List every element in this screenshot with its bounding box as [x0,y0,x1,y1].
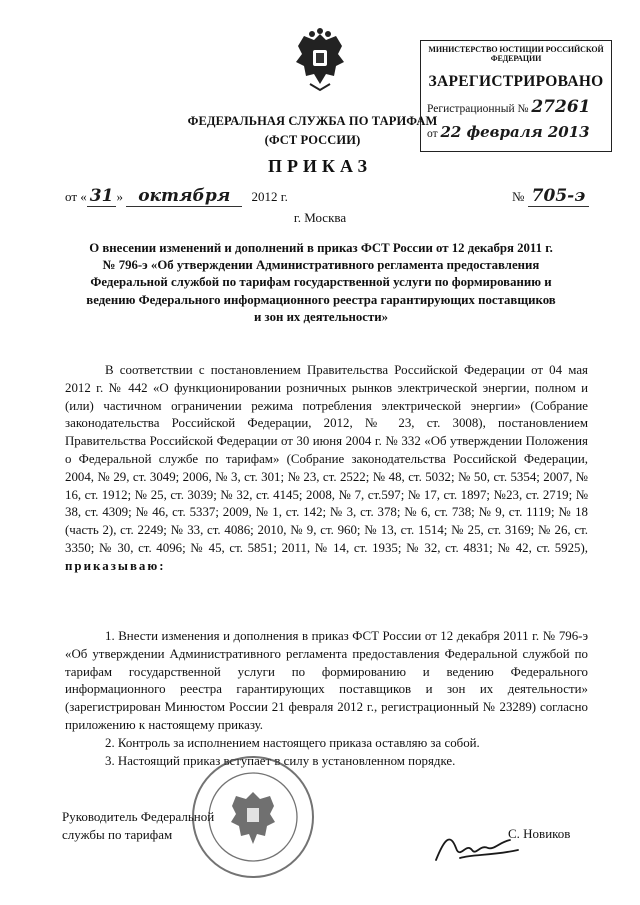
preamble-text [65,362,588,576]
stamp-reg-number: 27261 [531,97,591,117]
order-title: ПРИКАЗ [267,156,373,176]
date-year: 2012 г. [251,189,288,204]
stamp-title: ЗАРЕГИСТРИРОВАНО [428,73,604,90]
registration-stamp [420,40,612,152]
signer-position-line-1: Руководитель Федеральной [62,809,215,824]
ordered-word: приказываю: [65,558,166,573]
list-item: 1. Внести изменения и дополнения в приказ ФСТ России от 12 декабря 2011 г. № 796-э «Об утверждении Административного регламента предоставления Федеральной службой по тарифам государственной услуги по формированию и ведению Федерального информационного реестра гарантирующих поставщиков и зон их деятельности» (зарегистрирован Минюстом России 21 февраля 2012 г., регистрационный № 23289) согласно приложению к настоящему приказу. [65,629,588,732]
stamp-reg-number-line [427,97,605,117]
signer-position-line-2: службы по тарифам [62,827,173,842]
signer-position [62,808,214,844]
preamble-body: В соответствии с постановлением Правительства Российской Федерации от 04 мая 2012 г. № 442 «О функционировании розничных рынков электрической энергии, полном и (или) частичном ограничении режима потребления электрической энергии» (Собрание законодательства Российской Федерации, 2012, № 23, ст. 3008), постановлением Правительства Российской Федерации от 30 июня 2004 г. № 332 «Об утверждении Положения о Федеральной службе по тарифам» (Собрание законодательства Российской Федерации, 2004, № 29, ст. 3049; 2006, № 3, ст. 301; № 23, ст. 2522; № 48, ст. 5032; № 50, ст. 5354; 2007, № 16, ст. 1912; № 25, ст. 3039; № 32, ст. 4145; 2008, № 7, ст.597; № 17, ст. 1897; №23, ст. 2719; № 38, ст. 4309; № 46, ст. 5337; 2009, № 1, ст. 142; № 3, ст. 378; № 6, ст. 738; № 9, ст. 1119; № 18 (часть 2), ст. 2249; № 33, ст. 4086; 2010, № 9, ст. 960; № 13, ст. 1514; № 25, ст. 3169; № 26, ст. 3350; № 30, ст. 4096; № 45, ст. 5851; 2011, № 14, ст. 1935; № 32, ст. 4831; № 42, ст. 5925), [65,363,588,555]
document-heading: О внесении изменений и дополнений в приказ ФСТ России от 12 декабря 2011 г. № 796-э «Об утверждении Административного регламента предоставления Федеральной службой по тарифам государственной услуги по формированию и ведению Федерального информационного реестра гарантирующих поставщиков и зон их деятельности» [86,241,556,324]
order-items [65,628,588,770]
stamp-date-value: 22 февраля 2013 [440,123,590,141]
list-item: 3. Настоящий приказ вступает в силу в установленном порядке. [105,753,456,768]
date-month: октября [126,186,242,207]
stamp-date-line [427,123,605,141]
number-label: № [512,189,525,204]
preamble-paragraph [65,362,588,576]
stamp-ministry: МИНИСТЕРСТВО ЮСТИЦИИ РОССИЙСКОЙ ФЕДЕРАЦИИ [428,45,604,63]
city: г. Москва [293,210,347,225]
order-number [512,186,589,206]
date-prefix: от « [65,189,87,204]
coat-of-arms-icon [290,28,350,92]
date-day: 31 [87,186,117,207]
order-date [65,186,288,206]
date-sep: » [116,189,123,204]
signer-name: С. Новиков [508,826,571,841]
agency-line-2: (ФСТ РОССИИ) [264,133,361,147]
number-value: 705-э [528,186,590,207]
agency-line-1: ФЕДЕРАЛЬНАЯ СЛУЖБА ПО ТАРИФАМ [187,114,438,128]
stamp-reg-label: Регистрационный № [427,103,529,115]
stamp-date-label: от [427,128,438,140]
list-item: 2. Контроль за исполнением настоящего приказа оставляю за собой. [105,735,480,750]
